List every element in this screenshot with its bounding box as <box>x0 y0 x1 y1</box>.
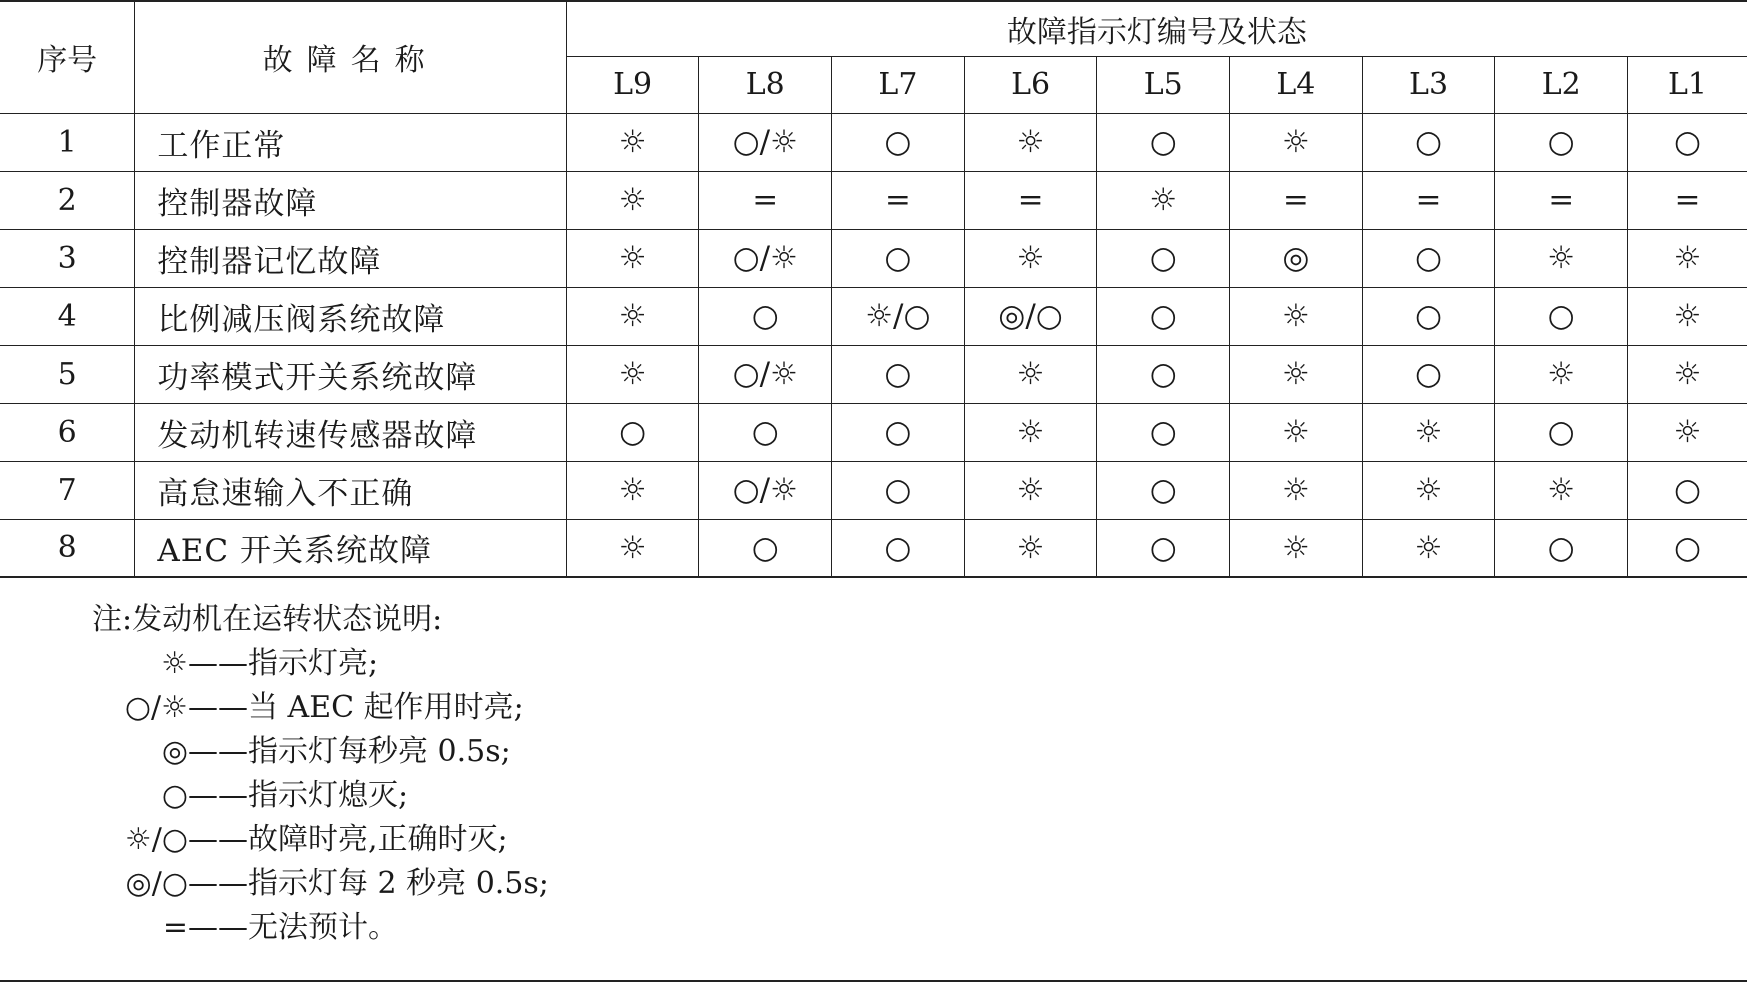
lamp-state-symbol: ○/☼ <box>732 240 798 276</box>
lamp-state-symbol: ○ <box>1673 124 1702 160</box>
lamp-state-symbol: ○/☼ <box>732 356 798 392</box>
lamp-header-l5: L5 <box>1097 56 1230 113</box>
lamp-state-symbol: ☼ <box>1016 529 1045 566</box>
lamp-state-symbol: ☼ <box>1016 472 1045 508</box>
lamp-state-symbol: ○ <box>1415 240 1443 276</box>
table-row <box>0 345 1747 403</box>
lamp-state-cell <box>1628 171 1747 229</box>
lamp-state-symbol: ○ <box>1149 414 1177 450</box>
lamp-header-l6: L6 <box>964 56 1097 113</box>
lamp-state-cell <box>964 113 1097 171</box>
lamp-state-symbol: ☼ <box>618 124 647 160</box>
lamp-state-symbol: ○ <box>884 472 912 508</box>
lamp-state-symbol: = <box>1674 182 1701 218</box>
lamp-state-symbol: ☼ <box>618 298 647 334</box>
table-row <box>0 461 1747 519</box>
lamp-state-cell <box>1495 345 1628 403</box>
lamp-state-cell <box>1362 287 1495 345</box>
lamp-state-cell <box>566 287 699 345</box>
legend-text: ——指示灯熄灭; <box>188 778 409 813</box>
legend-symbol: ○ <box>161 778 188 813</box>
lamp-state-cell <box>832 403 965 461</box>
lamp-state-cell <box>1230 229 1363 287</box>
row-seq: 8 <box>0 519 135 577</box>
lamp-state-cell <box>1628 229 1747 287</box>
lamp-header-l1: L1 <box>1628 56 1747 113</box>
lamp-state-cell <box>1628 519 1747 577</box>
lamp-state-cell <box>1097 171 1230 229</box>
lamp-state-symbol: ○ <box>884 529 912 566</box>
row-fault-name: AEC 开关系统故障 <box>135 519 566 577</box>
lamp-state-symbol: ○ <box>884 124 912 160</box>
lamp-state-cell <box>1495 461 1628 519</box>
notes-section <box>0 598 549 950</box>
table-row <box>0 171 1747 229</box>
row-seq: 4 <box>0 287 135 345</box>
lamp-state-cell <box>1495 403 1628 461</box>
lamp-state-symbol: ○ <box>884 356 912 392</box>
lamp-state-cell <box>566 113 699 171</box>
legend-text: ——指示灯每秒亮 0.5s; <box>188 734 511 769</box>
row-seq: 1 <box>0 113 135 171</box>
legend-symbol: ◎/○ <box>125 866 188 901</box>
lamp-state-symbol: ☼ <box>1281 472 1310 508</box>
lamp-state-symbol: ○/☼ <box>732 472 798 508</box>
lamp-state-symbol: ☼ <box>1016 356 1045 392</box>
seq-header: 序号 <box>0 1 135 113</box>
lamp-state-symbol: ○ <box>751 529 779 566</box>
lamp-state-symbol: ☼ <box>1414 529 1443 566</box>
lamp-state-cell <box>964 171 1097 229</box>
lamp-state-symbol: ☼/○ <box>865 298 931 334</box>
lamp-state-symbol: ○ <box>1149 472 1177 508</box>
lamp-state-symbol: ○ <box>1673 472 1702 508</box>
lamp-state-cell <box>1230 287 1363 345</box>
lamp-state-symbol: ☼ <box>1149 182 1178 218</box>
lamp-state-cell <box>964 461 1097 519</box>
lamp-state-symbol: ☼ <box>1673 240 1702 276</box>
lamp-state-cell <box>1097 287 1230 345</box>
legend-text: ——当 AEC 起作用时亮; <box>188 690 524 725</box>
lamp-header-l9: L9 <box>566 56 699 113</box>
lamp-state-symbol: ○ <box>1547 124 1575 160</box>
lamp-state-symbol: ☼ <box>1673 414 1702 450</box>
lamp-state-symbol: ○ <box>1149 529 1177 566</box>
table-row <box>0 229 1747 287</box>
lamp-state-cell <box>964 519 1097 577</box>
lamp-state-symbol: ☼ <box>1281 124 1310 160</box>
lamp-state-cell <box>1097 519 1230 577</box>
notes-legend-list <box>0 642 549 950</box>
legend-text: ——无法预计。 <box>188 910 398 945</box>
lamp-state-cell <box>1495 171 1628 229</box>
lamp-state-symbol: ○ <box>1149 356 1177 392</box>
legend-text: ——指示灯亮; <box>188 646 379 681</box>
legend-item <box>0 642 549 686</box>
row-seq: 6 <box>0 403 135 461</box>
lamp-state-cell <box>964 403 1097 461</box>
lamp-state-cell <box>1097 113 1230 171</box>
table-row <box>0 113 1747 171</box>
lamp-state-symbol: ☼ <box>1547 240 1576 276</box>
table-body <box>0 113 1747 577</box>
row-seq: 7 <box>0 461 135 519</box>
lamp-state-cell <box>1495 113 1628 171</box>
lamp-state-cell <box>964 229 1097 287</box>
legend-symbol: ○/☼ <box>124 690 188 725</box>
lamp-state-symbol: ☼ <box>618 240 647 276</box>
lamp-state-symbol: ☼ <box>1414 414 1443 450</box>
legend-text: ——故障时亮,正确时灭; <box>188 822 508 857</box>
lamp-state-cell <box>1628 461 1747 519</box>
row-seq: 3 <box>0 229 135 287</box>
lamp-state-symbol: ○ <box>619 414 647 450</box>
legend-symbol: ☼ <box>161 646 188 681</box>
lamp-header-l7: L7 <box>832 56 965 113</box>
lamp-header-l8: L8 <box>699 56 832 113</box>
lamp-state-symbol: ☼ <box>1414 472 1443 508</box>
legend-item <box>0 862 549 906</box>
lamp-state-cell <box>832 345 965 403</box>
lamp-state-cell <box>699 461 832 519</box>
lamp-state-cell <box>566 345 699 403</box>
bottom-rule <box>0 980 1747 982</box>
lamp-state-cell <box>699 519 832 577</box>
lamp-state-symbol: ☼ <box>1673 298 1702 334</box>
lamp-state-cell <box>699 345 832 403</box>
lamp-state-cell <box>832 171 965 229</box>
notes-title: 注:发动机在运转状态说明: <box>92 602 443 637</box>
lamp-state-cell <box>1230 345 1363 403</box>
lamp-state-cell <box>1230 113 1363 171</box>
lamp-state-symbol: = <box>1017 182 1044 218</box>
lamp-state-symbol: = <box>1415 182 1442 218</box>
legend-item <box>0 686 549 730</box>
lamp-state-symbol: = <box>884 182 911 218</box>
table-row <box>0 403 1747 461</box>
lamp-state-cell <box>566 519 699 577</box>
lamp-state-cell <box>1230 171 1363 229</box>
lamp-state-cell <box>1628 287 1747 345</box>
lamp-state-cell <box>964 345 1097 403</box>
lamp-state-symbol: ☼ <box>1016 240 1045 276</box>
lamp-state-cell <box>699 287 832 345</box>
lamp-state-symbol: ○ <box>1673 529 1702 566</box>
lamp-state-cell <box>1495 229 1628 287</box>
lamp-state-symbol: ☼ <box>618 472 647 508</box>
lamp-state-cell <box>1362 229 1495 287</box>
lamp-state-cell <box>1097 229 1230 287</box>
lamp-state-symbol: = <box>1548 182 1575 218</box>
row-fault-name: 比例减压阀系统故障 <box>135 287 566 345</box>
table-row <box>0 287 1747 345</box>
row-fault-name: 发动机转速传感器故障 <box>135 403 566 461</box>
lamp-state-symbol: ○ <box>1547 529 1575 566</box>
lamp-state-cell <box>699 229 832 287</box>
lamp-state-cell <box>1362 171 1495 229</box>
fault-name-header: 故障名称 <box>135 1 566 113</box>
lamp-state-symbol: ☼ <box>1281 414 1310 450</box>
lamp-state-cell <box>1097 461 1230 519</box>
lamp-state-symbol: ○ <box>1547 298 1575 334</box>
lamp-header-l2: L2 <box>1495 56 1628 113</box>
lamp-header-l3: L3 <box>1362 56 1495 113</box>
lamp-header-l4: L4 <box>1230 56 1363 113</box>
lamp-state-symbol: ○ <box>1149 124 1177 160</box>
lamp-group-header: 故障指示灯编号及状态 <box>566 1 1747 56</box>
lamp-state-cell <box>1097 403 1230 461</box>
legend-symbol: ☼/○ <box>124 822 188 857</box>
lamp-state-symbol: ☼ <box>1016 414 1045 450</box>
lamp-state-symbol: ○ <box>1547 414 1575 450</box>
lamp-state-cell <box>1362 519 1495 577</box>
lamp-state-symbol: ☼ <box>1281 298 1310 334</box>
lamp-state-symbol: ☼ <box>618 529 647 566</box>
lamp-state-symbol: ○ <box>1149 240 1177 276</box>
row-fault-name: 高怠速输入不正确 <box>135 461 566 519</box>
lamp-state-symbol: ○ <box>1149 298 1177 334</box>
lamp-state-symbol: ☼ <box>1547 472 1576 508</box>
lamp-state-symbol: = <box>1282 182 1309 218</box>
lamp-state-symbol: ☼ <box>1673 356 1702 392</box>
legend-item <box>0 906 549 950</box>
legend-item <box>0 774 549 818</box>
row-seq: 5 <box>0 345 135 403</box>
lamp-state-cell <box>566 461 699 519</box>
lamp-state-cell <box>1495 519 1628 577</box>
lamp-state-symbol: = <box>752 182 779 218</box>
lamp-state-symbol: ☼ <box>1016 124 1045 160</box>
lamp-state-symbol: ○ <box>751 414 779 450</box>
lamp-state-symbol: ☼ <box>618 182 647 218</box>
lamp-state-symbol: ☼ <box>618 356 647 392</box>
table-row <box>0 519 1747 577</box>
lamp-state-cell <box>1628 345 1747 403</box>
lamp-state-cell <box>1097 345 1230 403</box>
lamp-state-symbol: ○ <box>884 414 912 450</box>
row-seq: 2 <box>0 171 135 229</box>
lamp-state-cell <box>964 287 1097 345</box>
row-fault-name: 功率模式开关系统故障 <box>135 345 566 403</box>
lamp-state-symbol: ○ <box>751 298 779 334</box>
lamp-state-cell <box>832 287 965 345</box>
lamp-state-symbol: ○ <box>1415 356 1443 392</box>
lamp-state-symbol: ○ <box>1415 298 1443 334</box>
lamp-state-cell <box>832 113 965 171</box>
legend-item <box>0 730 549 774</box>
lamp-state-cell <box>832 519 965 577</box>
legend-symbol: ◎ <box>161 734 188 769</box>
lamp-state-symbol: ◎/○ <box>998 298 1063 334</box>
lamp-state-symbol: ○ <box>884 240 912 276</box>
lamp-state-cell <box>832 461 965 519</box>
lamp-state-cell <box>1362 345 1495 403</box>
legend-symbol: = <box>162 910 188 945</box>
lamp-state-cell <box>1230 461 1363 519</box>
legend-text: ——指示灯每 2 秒亮 0.5s; <box>188 866 549 901</box>
lamp-state-cell <box>1362 113 1495 171</box>
lamp-state-cell <box>832 229 965 287</box>
lamp-state-cell <box>566 403 699 461</box>
row-fault-name: 工作正常 <box>135 113 566 171</box>
lamp-state-cell <box>1362 403 1495 461</box>
lamp-state-cell <box>1628 113 1747 171</box>
lamp-state-cell <box>566 171 699 229</box>
lamp-state-cell <box>699 403 832 461</box>
lamp-state-cell <box>1230 403 1363 461</box>
row-fault-name: 控制器记忆故障 <box>135 229 566 287</box>
lamp-state-cell <box>1362 461 1495 519</box>
lamp-state-cell <box>1628 403 1747 461</box>
lamp-state-cell <box>566 229 699 287</box>
lamp-state-cell <box>699 171 832 229</box>
lamp-state-symbol: ○ <box>1415 124 1443 160</box>
row-fault-name: 控制器故障 <box>135 171 566 229</box>
lamp-state-symbol: ☼ <box>1281 356 1310 392</box>
lamp-state-cell <box>1230 519 1363 577</box>
lamp-state-symbol: ◎ <box>1282 240 1310 276</box>
lamp-state-cell <box>1495 287 1628 345</box>
lamp-state-cell <box>699 113 832 171</box>
legend-item <box>0 818 549 862</box>
lamp-state-symbol: ☼ <box>1547 356 1576 392</box>
lamp-state-symbol: ☼ <box>1281 529 1310 566</box>
lamp-state-symbol: ○/☼ <box>732 124 798 160</box>
